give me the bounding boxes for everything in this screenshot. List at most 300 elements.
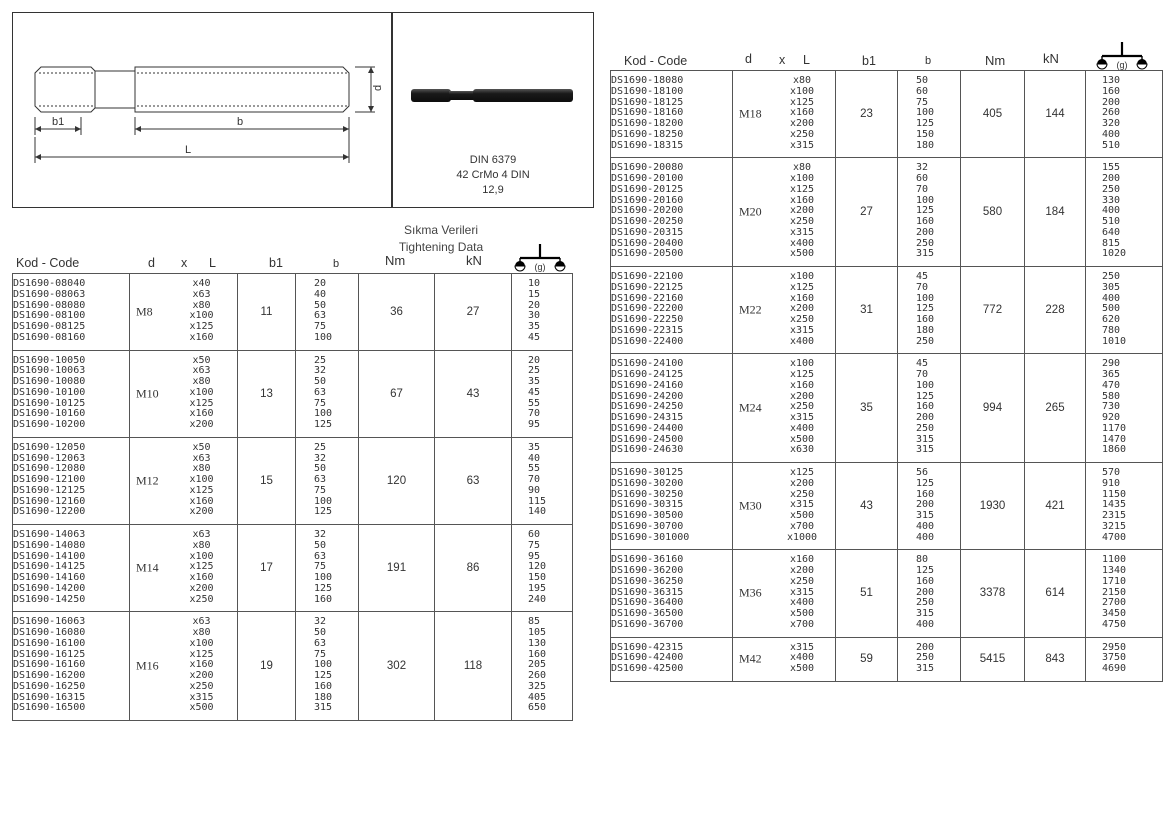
item-codes-value: DS1690-22160 <box>611 292 684 304</box>
spec-group-row <box>611 550 1163 637</box>
weight-value: 60 <box>528 529 541 540</box>
b1-value: 17 <box>238 525 296 612</box>
stud-drawing <box>13 13 391 207</box>
weight-value: 4690 <box>1102 663 1127 674</box>
item-codes-value: DS1690-22200 <box>611 303 684 315</box>
weight-value: 35 <box>528 321 541 332</box>
weight-value: 35 <box>528 441 541 453</box>
weight-value: 45 <box>528 386 541 398</box>
weight-value: 290 <box>1102 358 1121 370</box>
length-value: x500 <box>789 510 815 521</box>
length-value: x50 <box>192 441 211 453</box>
length-value: x250 <box>789 128 815 140</box>
length-value: x80 <box>792 75 812 86</box>
item-codes-value: DS1690-36250 <box>611 575 684 587</box>
col-L: L <box>803 53 810 67</box>
weight-value: 30 <box>528 310 541 322</box>
thread-length-value: 200 <box>916 499 935 511</box>
length-list <box>130 274 238 351</box>
length-value: x160 <box>789 379 815 391</box>
length-value: x315 <box>789 499 815 511</box>
weight-value: 240 <box>528 593 547 605</box>
item-codes-value: DS1690-14250 <box>13 593 86 605</box>
thread-length-list <box>296 612 359 721</box>
length-list <box>733 354 836 463</box>
right-spec-table <box>610 70 1163 682</box>
thread-length-value: 125 <box>314 582 333 594</box>
torque-nm: 36 <box>359 274 435 351</box>
b1-value: 59 <box>836 637 898 681</box>
length-value: x250 <box>789 314 815 325</box>
thread-length-value: 315 <box>916 433 935 445</box>
thread-length-value: 45 <box>916 271 929 282</box>
force-kn: 614 <box>1025 550 1086 637</box>
item-codes <box>611 550 733 637</box>
diameter-value: M18 <box>739 106 762 121</box>
thread-length-value: 125 <box>314 506 333 518</box>
weight-value: 320 <box>1102 118 1121 129</box>
thread-length-value: 50 <box>916 75 929 86</box>
length-value: x315 <box>789 412 815 423</box>
length-value: x63 <box>192 452 211 464</box>
item-codes-value: DS1690-18200 <box>611 118 684 129</box>
weight-list <box>1086 354 1163 463</box>
weight-value: 20 <box>528 354 541 366</box>
item-codes-value: DS1690-30700 <box>611 520 684 532</box>
item-codes-value: DS1690-14125 <box>13 561 86 573</box>
thread-length-value: 45 <box>916 358 929 370</box>
weight-value: 1860 <box>1102 444 1127 456</box>
torque-nm: 191 <box>359 525 435 612</box>
length-value: x400 <box>789 597 815 609</box>
item-codes-value: DS1690-16125 <box>13 648 86 660</box>
force-kn: 118 <box>435 612 512 721</box>
length-value: x100 <box>789 358 815 370</box>
diameter-value: M24 <box>739 400 762 415</box>
weight-value: 730 <box>1102 401 1121 413</box>
thread-length-value: 400 <box>916 531 935 543</box>
item-codes-value: DS1690-08100 <box>13 310 86 322</box>
length-value: x80 <box>792 162 812 174</box>
item-codes <box>611 158 733 267</box>
length-value: x125 <box>189 397 214 409</box>
weight-value: 4700 <box>1102 531 1127 543</box>
length-value: x160 <box>189 331 214 343</box>
length-value: x125 <box>789 467 815 478</box>
diameter-value: M42 <box>739 651 762 666</box>
length-value: x315 <box>189 691 214 703</box>
thread-length-value: 50 <box>314 627 327 638</box>
weight-value: 1150 <box>1102 488 1127 500</box>
item-codes-value: DS1690-14200 <box>13 582 86 594</box>
tightening-data-heading: Sıkma Verileri Tightening Data <box>398 223 484 254</box>
item-codes <box>13 612 130 721</box>
weight-list <box>1086 463 1163 550</box>
thread-length-value: 315 <box>916 608 935 619</box>
item-codes-value: DS1690-24500 <box>611 433 684 445</box>
thread-length-value: 75 <box>314 484 327 496</box>
weight-value: 3450 <box>1102 608 1127 619</box>
stud-photo-icon <box>393 13 593 143</box>
thread-length-value: 100 <box>314 331 333 343</box>
item-codes-value: DS1690-12080 <box>13 463 86 475</box>
length-value: x100 <box>189 474 214 485</box>
force-kn: 63 <box>435 437 512 524</box>
thread-length-value: 100 <box>916 292 935 304</box>
weight-value: 400 <box>1102 205 1121 217</box>
item-codes <box>611 637 733 681</box>
item-codes-value: DS1690-22250 <box>611 314 684 325</box>
weight-value: 35 <box>528 376 541 387</box>
item-codes-value: DS1690-12100 <box>13 474 86 485</box>
item-codes-value: DS1690-22125 <box>611 281 684 293</box>
length-value: x100 <box>189 550 214 562</box>
thread-length-value: 125 <box>916 303 935 315</box>
weight-value: 405 <box>528 691 547 703</box>
weight-value: 325 <box>528 680 547 692</box>
thread-length-value: 56 <box>916 467 929 478</box>
thread-length-value: 200 <box>916 586 935 598</box>
item-codes-value: DS1690-18080 <box>611 75 684 86</box>
thread-length-value: 75 <box>314 648 327 660</box>
weight-value: 2950 <box>1102 641 1127 653</box>
material-caption <box>393 153 593 198</box>
weight-value: 1020 <box>1102 248 1127 260</box>
thread-length-value: 75 <box>314 561 327 573</box>
thread-length-value: 200 <box>916 226 935 238</box>
force-kn: 184 <box>1025 158 1086 267</box>
thread-length-value: 180 <box>916 324 935 336</box>
item-codes-value: DS1690-24250 <box>611 401 684 413</box>
thread-length-value: 32 <box>916 162 929 174</box>
weight-value: 570 <box>1102 467 1121 478</box>
weight-list <box>1086 637 1163 681</box>
item-codes-value: DS1690-36500 <box>611 608 684 619</box>
col-b1: b1 <box>269 256 283 270</box>
diameter-value: M20 <box>739 204 762 219</box>
item-codes <box>611 71 733 158</box>
item-codes-value: DS1690-12125 <box>13 484 86 496</box>
thread-length-value: 32 <box>314 529 327 540</box>
item-codes-value: DS1690-301000 <box>611 531 690 543</box>
length-value: x315 <box>789 139 815 151</box>
col-d: d <box>745 52 752 66</box>
thread-length-value: 125 <box>916 390 935 402</box>
weight-value: 400 <box>1102 292 1121 304</box>
b1-value: 19 <box>238 612 296 721</box>
length-list <box>130 525 238 612</box>
thread-length-value: 32 <box>314 616 327 628</box>
item-codes-value: DS1690-36160 <box>611 554 684 566</box>
thread-length-value: 160 <box>916 216 935 227</box>
thread-length-value: 63 <box>314 550 327 562</box>
thread-length-value: 315 <box>916 248 935 260</box>
weight-value: 1435 <box>1102 499 1127 511</box>
length-value: x400 <box>789 237 815 249</box>
length-value: x160 <box>789 554 815 566</box>
weight-value: 155 <box>1102 162 1121 174</box>
col-code: Kod - Code <box>16 256 80 270</box>
weight-value: 195 <box>528 582 547 594</box>
item-codes-value: DS1690-20500 <box>611 248 684 260</box>
weight-value: 70 <box>528 474 541 485</box>
weight-value: 815 <box>1102 237 1121 249</box>
item-codes-value: DS1690-42315 <box>611 641 684 653</box>
thread-length-value: 160 <box>916 401 935 413</box>
item-codes-value: DS1690-10160 <box>13 408 86 420</box>
torque-nm: 3378 <box>961 550 1025 637</box>
item-codes-value: DS1690-20100 <box>611 173 684 184</box>
item-codes-value: DS1690-16500 <box>13 702 86 714</box>
thread-length-value: 400 <box>916 618 935 630</box>
length-value: x250 <box>189 680 214 692</box>
weight-value: 70 <box>528 408 541 420</box>
weight-value: 45 <box>528 331 541 343</box>
diameter-value: M12 <box>136 473 159 488</box>
diameter-value: M36 <box>739 586 762 600</box>
torque-nm: 405 <box>961 71 1025 158</box>
item-codes <box>13 350 130 437</box>
thread-length-value: 70 <box>916 183 929 195</box>
weight-list <box>1086 71 1163 158</box>
force-kn: 43 <box>435 350 512 437</box>
thread-length-value: 100 <box>314 572 333 583</box>
thread-length-value: 125 <box>916 205 935 217</box>
thread-length-list <box>898 71 961 158</box>
thread-length-value: 100 <box>916 194 935 206</box>
thread-length-value: 315 <box>916 444 935 456</box>
weight-value: 3215 <box>1102 520 1127 532</box>
item-codes-value: DS1690-20080 <box>611 162 684 174</box>
length-value: x400 <box>789 422 815 434</box>
thread-length-value: 250 <box>916 422 935 434</box>
weight-value: 400 <box>1102 128 1121 140</box>
col-kn: kN <box>466 253 482 268</box>
weight-value: 150 <box>528 572 547 583</box>
item-codes-value: DS1690-12200 <box>13 506 86 518</box>
thread-length-value: 40 <box>314 288 327 300</box>
din-standard: DIN 6379 <box>469 154 517 166</box>
weight-value: 200 <box>1102 96 1121 108</box>
thread-length-value: 100 <box>314 408 333 420</box>
length-list <box>733 158 836 267</box>
length-value: x500 <box>789 608 815 619</box>
item-codes-value: DS1690-12050 <box>13 441 86 453</box>
weight-value: 1710 <box>1102 575 1127 587</box>
length-value: x50 <box>192 354 211 366</box>
spec-group-row <box>13 274 573 351</box>
thread-length-value: 70 <box>916 281 929 293</box>
thread-length-value: 160 <box>916 314 935 325</box>
length-value: x40 <box>192 278 211 289</box>
weight-value: 130 <box>528 637 547 649</box>
spec-group-row <box>13 525 573 612</box>
weight-value: 500 <box>1102 303 1121 315</box>
svg-text:(g): (g) <box>534 262 546 272</box>
force-kn: 27 <box>435 274 512 351</box>
torque-nm: 67 <box>359 350 435 437</box>
weight-value: 160 <box>528 648 547 660</box>
weight-value: 2315 <box>1102 510 1127 521</box>
length-value: x80 <box>192 376 211 387</box>
thread-length-value: 100 <box>314 495 333 507</box>
item-codes-value: DS1690-14063 <box>13 529 86 540</box>
b1-value: 35 <box>836 354 898 463</box>
item-codes-value: DS1690-24160 <box>611 379 684 391</box>
thread-length-list <box>296 350 359 437</box>
thread-length-list <box>296 437 359 524</box>
item-codes-value: DS1690-10100 <box>13 386 86 398</box>
length-value: x200 <box>189 582 214 594</box>
length-value: x125 <box>189 561 214 573</box>
length-value: x80 <box>192 539 211 551</box>
length-value: x500 <box>189 702 214 714</box>
torque-nm: 994 <box>961 354 1025 463</box>
thread-length-value: 25 <box>314 354 327 366</box>
length-value: x100 <box>789 271 815 282</box>
item-codes-value: DS1690-20160 <box>611 194 684 206</box>
weight-list <box>512 437 573 524</box>
col-nm: Nm <box>385 253 406 268</box>
item-codes-value: DS1690-14080 <box>13 539 86 551</box>
length-value: x160 <box>789 292 815 304</box>
length-value: x63 <box>192 616 211 628</box>
length-value: x63 <box>192 288 211 300</box>
weight-value: 650 <box>528 702 547 714</box>
item-codes-value: DS1690-20250 <box>611 216 684 227</box>
weight-value: 90 <box>528 484 541 496</box>
thread-length-value: 315 <box>916 663 935 674</box>
weight-value: 140 <box>528 506 547 518</box>
product-photo <box>392 12 594 208</box>
item-codes-value: DS1690-16100 <box>13 637 86 649</box>
length-value: x250 <box>789 488 815 500</box>
item-codes-value: DS1690-24200 <box>611 390 684 402</box>
thread-length-value: 125 <box>314 670 333 681</box>
item-codes-value: DS1690-08080 <box>13 299 86 311</box>
weight-value: 95 <box>528 419 541 430</box>
thread-length-value: 100 <box>314 659 333 671</box>
length-list <box>733 267 836 354</box>
weight-value: 105 <box>528 627 547 638</box>
weight-value: 780 <box>1102 324 1121 336</box>
item-codes-value: DS1690-42500 <box>611 663 684 674</box>
col-x: x <box>181 256 188 270</box>
length-value: x125 <box>189 484 214 496</box>
item-codes-value: DS1690-08160 <box>13 331 86 343</box>
item-codes-value: DS1690-22100 <box>611 271 684 282</box>
thread-length-value: 125 <box>314 419 333 430</box>
item-codes-value: DS1690-30315 <box>611 499 684 511</box>
thread-length-value: 80 <box>916 554 929 566</box>
force-kn: 265 <box>1025 354 1086 463</box>
weight-value: 3750 <box>1102 652 1127 664</box>
item-codes-value: DS1690-20315 <box>611 226 684 238</box>
weight-value: 580 <box>1102 390 1121 402</box>
thread-length-value: 63 <box>314 474 327 485</box>
length-value: x160 <box>189 408 214 420</box>
length-value: x160 <box>789 194 815 206</box>
length-value: x1000 <box>786 531 818 543</box>
thread-length-list <box>898 463 961 550</box>
item-codes-value: DS1690-08063 <box>13 288 86 300</box>
weight-value: 910 <box>1102 477 1121 489</box>
L-label: L <box>185 144 192 156</box>
length-value: x63 <box>192 365 211 377</box>
length-value: x500 <box>789 433 815 445</box>
length-value: x200 <box>189 506 214 518</box>
item-codes-value: DS1690-12063 <box>13 452 86 464</box>
length-value: x160 <box>189 659 214 671</box>
length-value: x100 <box>189 637 214 649</box>
length-value: x63 <box>192 529 211 540</box>
thread-length-value: 160 <box>314 593 333 605</box>
item-codes-value: DS1690-22400 <box>611 335 684 347</box>
weight-value: 1100 <box>1102 554 1127 566</box>
weight-list <box>512 274 573 351</box>
thread-length-value: 150 <box>916 128 935 140</box>
length-value: x250 <box>789 216 815 227</box>
item-codes-value: DS1690-10050 <box>13 354 86 366</box>
svg-text:(g): (g) <box>1116 60 1128 70</box>
length-value: x125 <box>189 321 214 332</box>
weight-list <box>1086 267 1163 354</box>
item-codes-value: DS1690-14160 <box>13 572 86 583</box>
item-codes-value: DS1690-08040 <box>13 278 86 289</box>
length-value: x125 <box>789 369 815 380</box>
thread-length-list <box>898 637 961 681</box>
spec-group-row <box>13 350 573 437</box>
b1-value: 31 <box>836 267 898 354</box>
length-value: x100 <box>189 386 214 398</box>
weight-value: 250 <box>1102 183 1121 195</box>
item-codes-value: DS1690-30250 <box>611 488 684 500</box>
col-L: L <box>209 256 216 270</box>
length-value: x160 <box>189 495 214 507</box>
weight-value: 10 <box>528 278 541 289</box>
length-value: x100 <box>189 310 214 322</box>
thread-length-list <box>898 354 961 463</box>
length-value: x80 <box>192 463 211 475</box>
weight-list <box>512 612 573 721</box>
thread-length-value: 75 <box>314 397 327 409</box>
col-b: b <box>925 55 932 67</box>
item-codes-value: DS1690-24400 <box>611 422 684 434</box>
item-codes-value: DS1690-22315 <box>611 324 684 336</box>
item-codes-value: DS1690-36315 <box>611 586 684 598</box>
weight-value: 160 <box>1102 85 1121 97</box>
thread-length-value: 180 <box>916 139 935 151</box>
weight-value: 20 <box>528 299 541 311</box>
col-b: b <box>333 258 340 270</box>
torque-nm: 772 <box>961 267 1025 354</box>
length-value: x200 <box>789 205 815 217</box>
thread-length-value: 60 <box>916 173 929 184</box>
length-list <box>733 637 836 681</box>
b1-value: 27 <box>836 158 898 267</box>
item-codes-value: DS1690-18250 <box>611 128 684 140</box>
thread-length-value: 50 <box>314 539 327 551</box>
item-codes-value: DS1690-16063 <box>13 616 86 628</box>
length-value: x200 <box>189 419 214 430</box>
thread-length-value: 25 <box>314 441 327 453</box>
item-codes <box>13 525 130 612</box>
torque-nm: 1930 <box>961 463 1025 550</box>
length-value: x250 <box>789 575 815 587</box>
length-list <box>130 350 238 437</box>
diameter-value: M8 <box>136 304 153 319</box>
item-codes <box>611 267 733 354</box>
